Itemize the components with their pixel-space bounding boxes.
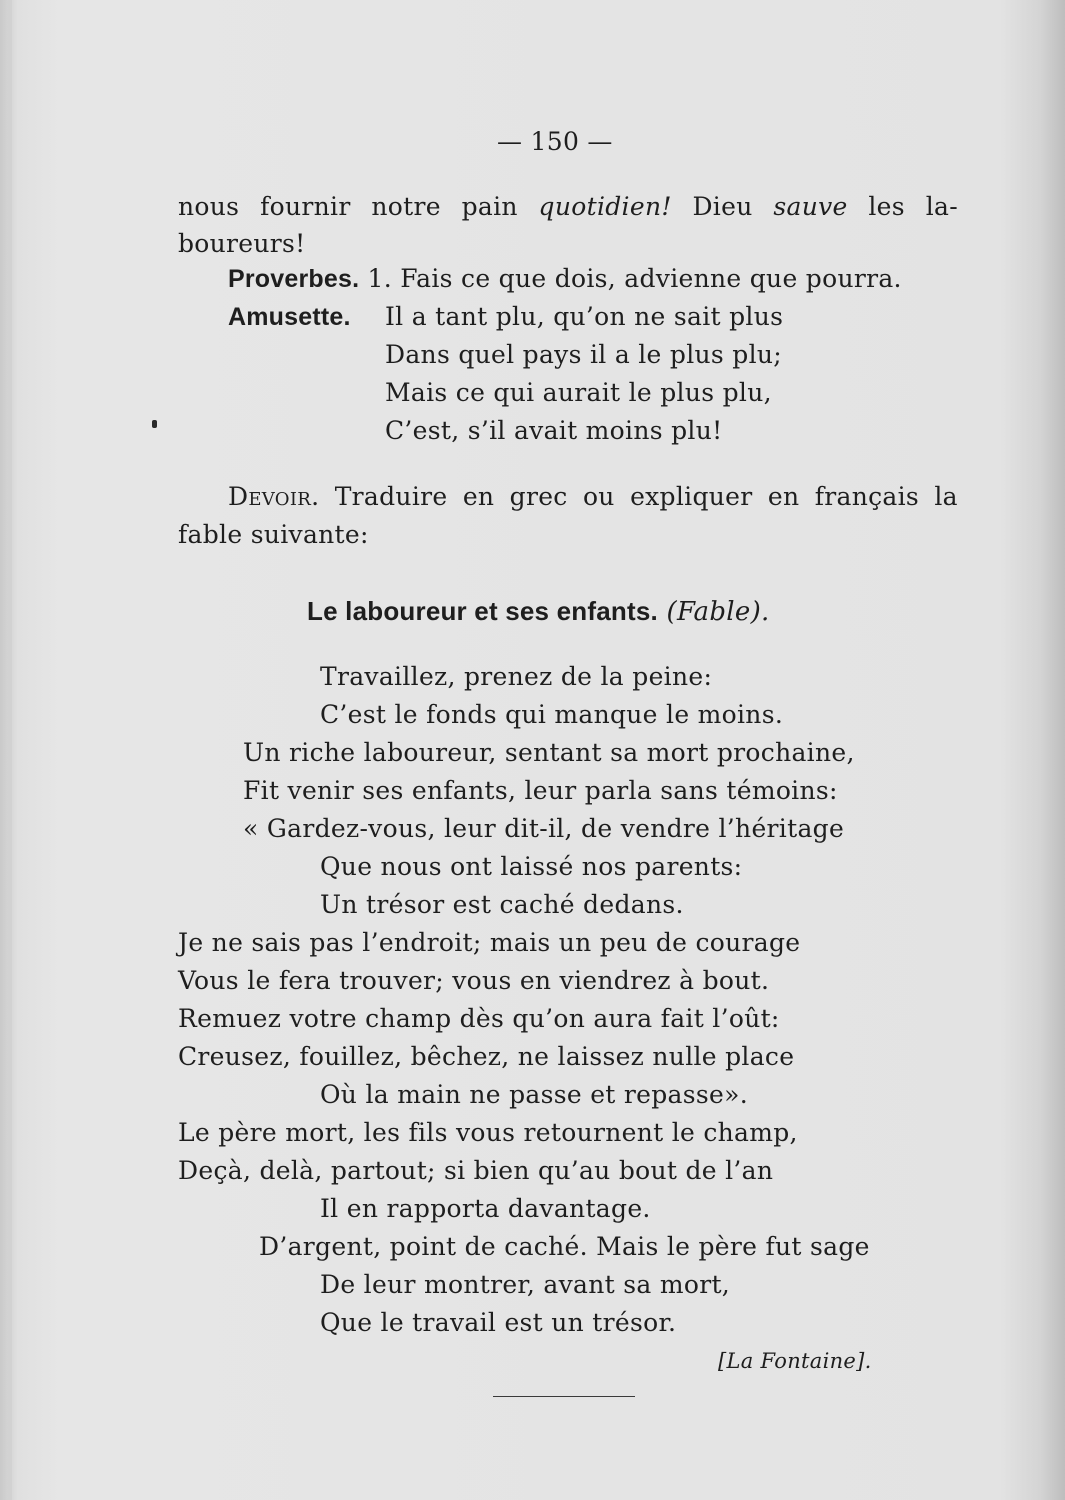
page-number: — 150 — [497, 127, 613, 156]
ink-speck [152, 420, 157, 428]
verse-line: D’argent, point de caché. Mais le père fut sage [259, 1232, 870, 1261]
proverbes-text: 1. Fais ce que dois, advienne que pourra. [367, 264, 902, 293]
word: les [868, 192, 905, 221]
verse-line: Deçà, delà, partout; si bien qu’au bout de l’an [178, 1156, 774, 1185]
devoir-label: Devoir. [228, 482, 320, 511]
word: expliquer [630, 482, 753, 511]
word: Traduire [334, 482, 448, 511]
verse-line: « Gardez-vous, leur dit-il, de vendre l’héritage [243, 814, 845, 843]
word: fournir [260, 192, 351, 221]
amusette-line: C’est, s’il avait moins plu! [385, 416, 723, 445]
word: nous [178, 192, 240, 221]
verse-line: Je ne sais pas l’endroit; mais un peu de courage [178, 928, 801, 957]
page-spine-edge [8, 0, 12, 1500]
amusette-line: Il a tant plu, qu’on ne sait plus [385, 302, 784, 331]
end-rule [493, 1396, 635, 1397]
amusette-line: Mais ce qui aurait le plus plu, [385, 378, 772, 407]
attribution: [La Fontaine]. [718, 1349, 872, 1373]
word: grec [509, 482, 568, 511]
word: la- [925, 192, 958, 221]
verse-line: Remuez votre champ dès qu’on aura fait l’oût: [178, 1004, 780, 1033]
verse-line: Fit venir ses enfants, leur parla sans témoins: [243, 776, 838, 805]
paragraph-line [178, 190, 958, 224]
amusette-line: Dans quel pays il a le plus plu; [385, 340, 783, 369]
verse-line: C’est le fonds qui manque le moins. [320, 700, 784, 729]
word: la [934, 482, 958, 511]
verse-line: Que nous ont laissé nos parents: [320, 852, 743, 881]
emphasis-word: quotidien! [538, 192, 672, 221]
verse-line: Travaillez, prenez de la peine: [320, 662, 713, 691]
word: français [814, 482, 920, 511]
verse-line: De leur montrer, avant sa mort, [320, 1270, 731, 1299]
word: notre [371, 192, 441, 221]
verse-line: Un riche laboureur, sentant sa mort prochaine, [243, 738, 855, 767]
proverbes-line [228, 262, 902, 296]
verse-line: Creusez, fouillez, bêchez, ne laissez nulle place [178, 1042, 795, 1071]
devoir-line [228, 480, 958, 514]
word: en [767, 482, 800, 511]
fable-title: Le laboureur et ses enfants. (Fable). [307, 596, 770, 627]
verse-line: Vous le fera trouver; vous en viendrez à bout. [178, 966, 770, 995]
verse-line: Que le travail est un trésor. [320, 1308, 677, 1337]
verse-line: Un trésor est caché dedans. [320, 890, 684, 919]
verse-line: Il en rapporta davantage. [320, 1194, 651, 1223]
verse-line: Où la main ne passe et repasse». [320, 1080, 748, 1109]
word: pain [461, 192, 518, 221]
amusette-label: Amusette. [228, 303, 351, 331]
word: ou [582, 482, 615, 511]
word: en [462, 482, 495, 511]
devoir-line: fable suivante: [178, 520, 369, 549]
emphasis-word: sauve [773, 192, 848, 221]
proverbes-label: Proverbes. [228, 265, 360, 293]
paragraph-line: boureurs! [178, 229, 306, 258]
word: Dieu [692, 192, 753, 221]
verse-line: Le père mort, les fils vous retournent le champ, [178, 1118, 798, 1147]
